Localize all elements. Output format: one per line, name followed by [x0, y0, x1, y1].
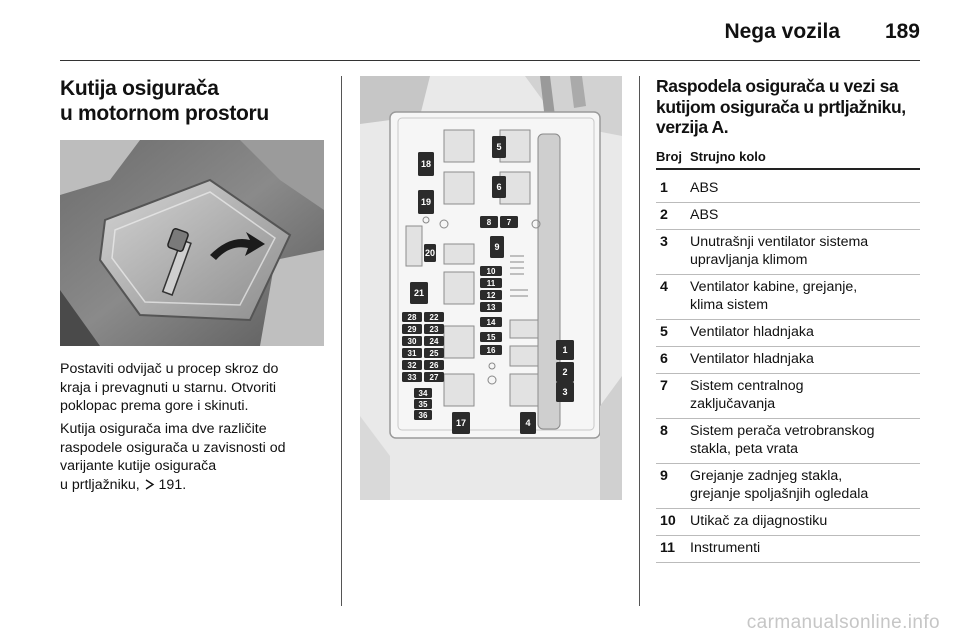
- fuse-29: [402, 324, 422, 334]
- circuit-description: Utikač za dijagnostiku: [690, 513, 828, 529]
- fuse-label: 11: [486, 279, 496, 288]
- page-reference-link[interactable]: 191.: [158, 476, 187, 493]
- fuse-label: 16: [486, 346, 496, 355]
- fuse-35: [414, 399, 432, 409]
- fuse-25: [424, 348, 444, 358]
- fuse-label: 8: [486, 218, 492, 227]
- fuse-number: 2: [660, 207, 668, 223]
- fuse-label: 26: [429, 361, 439, 370]
- fuse-18: [418, 152, 434, 176]
- fuse-number: 9: [660, 468, 668, 484]
- engine-fusebox-photo: [60, 140, 324, 346]
- fuse-33: [402, 372, 422, 382]
- instruction-paragraph-1: Postaviti odvijač u procep skroz do kraja i prevagnuti u starnu. Otvoriti poklopac prema gore i skinuti.: [60, 361, 279, 414]
- fuse-26: [424, 360, 444, 370]
- fuse-label: 33: [407, 373, 417, 382]
- fuse-20: [424, 244, 436, 262]
- fuse-number: 11: [660, 540, 675, 556]
- fuse-label: 2: [562, 367, 568, 377]
- fuse-24: [424, 336, 444, 346]
- table-row: [656, 203, 920, 230]
- fuse-3: [556, 382, 574, 402]
- fuse-label: 12: [486, 291, 496, 300]
- table-row: [656, 230, 920, 275]
- fuse-15: [480, 332, 502, 342]
- fuse-label: 29: [407, 325, 417, 334]
- fuse-label: 25: [429, 349, 439, 358]
- fuse-label: 4: [525, 418, 531, 428]
- fuse-30: [402, 336, 422, 346]
- fuse-16: [480, 345, 502, 355]
- column-header-circuit: Strujno kolo: [690, 149, 766, 164]
- page-reference-arrow-icon: [144, 477, 155, 488]
- page-number: 189: [884, 20, 920, 43]
- fuse-label: 21: [413, 288, 425, 298]
- circuit-description: ABS: [690, 180, 719, 196]
- fuse-22: [424, 312, 444, 322]
- fuse-label: 13: [486, 303, 496, 312]
- fuse-17: [452, 412, 470, 434]
- fuse-27: [424, 372, 444, 382]
- fuse-32: [402, 360, 422, 370]
- fuse-label: 27: [429, 373, 439, 382]
- table-row: [656, 347, 920, 374]
- circuit-description: Ventilator hladnjaka: [690, 351, 814, 367]
- table-row: [656, 374, 920, 419]
- fuse-label: 24: [429, 337, 439, 346]
- table-header-rule: [656, 168, 920, 170]
- fuse-number: 10: [660, 513, 676, 529]
- fuse-12: [480, 290, 502, 300]
- fuse-label: 28: [407, 313, 417, 322]
- fuse-label: 6: [496, 182, 502, 192]
- table-row: [656, 320, 920, 347]
- fuse-number: 1: [660, 180, 668, 196]
- column-header-number: Broj: [656, 149, 682, 164]
- circuit-description: Grejanje zadnjeg stakla, grejanje spoljašnjih ogledala: [690, 468, 869, 502]
- right-heading: Raspodela osigurača u vezi sa kutijom osigurača u prtljažniku, verzija A.: [656, 76, 906, 137]
- fuse-36: [414, 410, 432, 420]
- fuse-label: 18: [420, 159, 432, 169]
- fuse-23: [424, 324, 444, 334]
- fuse-label: 3: [562, 387, 568, 397]
- fuse-label: 5: [496, 142, 502, 152]
- circuit-description: Instrumenti: [690, 540, 761, 556]
- fuse-label: 31: [407, 349, 417, 358]
- fuse-34: [414, 388, 432, 398]
- fuse-number: 3: [660, 234, 668, 250]
- fuse-label: 32: [407, 361, 417, 370]
- fuse-number: 7: [660, 378, 668, 394]
- fuse-label: 7: [506, 218, 512, 227]
- fuse-5: [492, 136, 506, 158]
- table-row: [656, 275, 920, 320]
- fuse-28: [402, 312, 422, 322]
- fuse-6: [492, 176, 506, 198]
- fuse-31: [402, 348, 422, 358]
- fuse-label: 34: [418, 389, 428, 398]
- fuse-label: 15: [486, 333, 496, 342]
- circuit-description: Sistem centralnog zaključavanja: [690, 378, 804, 412]
- fuse-label: 22: [429, 313, 439, 322]
- column-divider-left: [341, 76, 342, 606]
- fuse-table: [656, 176, 920, 563]
- page-header: [60, 14, 920, 54]
- fuse-label: 14: [486, 318, 496, 327]
- fuse-2: [556, 362, 574, 382]
- fuse-label: 36: [418, 411, 428, 420]
- table-row: [656, 464, 920, 509]
- fuse-4: [520, 412, 536, 434]
- fusebox-diagram: [360, 76, 622, 500]
- table-row: [656, 176, 920, 203]
- right-column: [656, 76, 920, 138]
- circuit-description: Ventilator hladnjaka: [690, 324, 814, 340]
- fuse-10: [480, 266, 502, 276]
- watermark: carmanualsonline.info: [746, 612, 940, 633]
- header-rule: [60, 60, 920, 61]
- fuse-8: [480, 216, 498, 228]
- fuse-number: 4: [660, 279, 668, 295]
- fuse-11: [480, 278, 502, 288]
- fuse-label: 9: [494, 242, 500, 252]
- table-row: [656, 536, 920, 563]
- circuit-description: Unutrašnji ventilator sistema upravljanja klimom: [690, 234, 869, 268]
- circuit-description: ABS: [690, 207, 719, 223]
- fuse-21: [410, 282, 428, 304]
- column-divider-right: [639, 76, 640, 606]
- fuse-label: 20: [424, 248, 436, 258]
- fuse-label: 19: [420, 197, 432, 207]
- left-column: [60, 76, 325, 126]
- circuit-description: Sistem perača vetrobranskog stakla, peta vrata: [690, 423, 875, 457]
- fuse-14: [480, 317, 502, 327]
- fuse-number: 8: [660, 423, 668, 439]
- fuse-label: 17: [455, 418, 467, 428]
- table-row: [656, 509, 920, 536]
- section-title: Nega vozila: [724, 20, 840, 43]
- fuse-number: 5: [660, 324, 668, 340]
- fuse-7: [500, 216, 518, 228]
- fuse-number: 6: [660, 351, 668, 367]
- fuse-label: 23: [429, 325, 439, 334]
- fuse-19: [418, 190, 434, 214]
- fuse-13: [480, 302, 502, 312]
- left-heading: Kutija osigurača u motornom prostoru: [60, 77, 269, 125]
- fuse-1: [556, 340, 574, 360]
- fuse-label: 30: [407, 337, 417, 346]
- table-row: [656, 419, 920, 464]
- fuse-label: 10: [486, 267, 496, 276]
- instruction-paragraph-2: Kutija osigurača ima dve različite raspodele osigurača u zavisnosti od varijante kutije osigurača u prtljažniku, 191.: [60, 421, 286, 493]
- table-header: [656, 149, 920, 169]
- fuse-label: 35: [418, 400, 428, 409]
- fuse-9: [490, 236, 504, 258]
- circuit-description: Ventilator kabine, grejanje, klima sistem: [690, 279, 858, 313]
- fuse-label: 1: [562, 345, 568, 355]
